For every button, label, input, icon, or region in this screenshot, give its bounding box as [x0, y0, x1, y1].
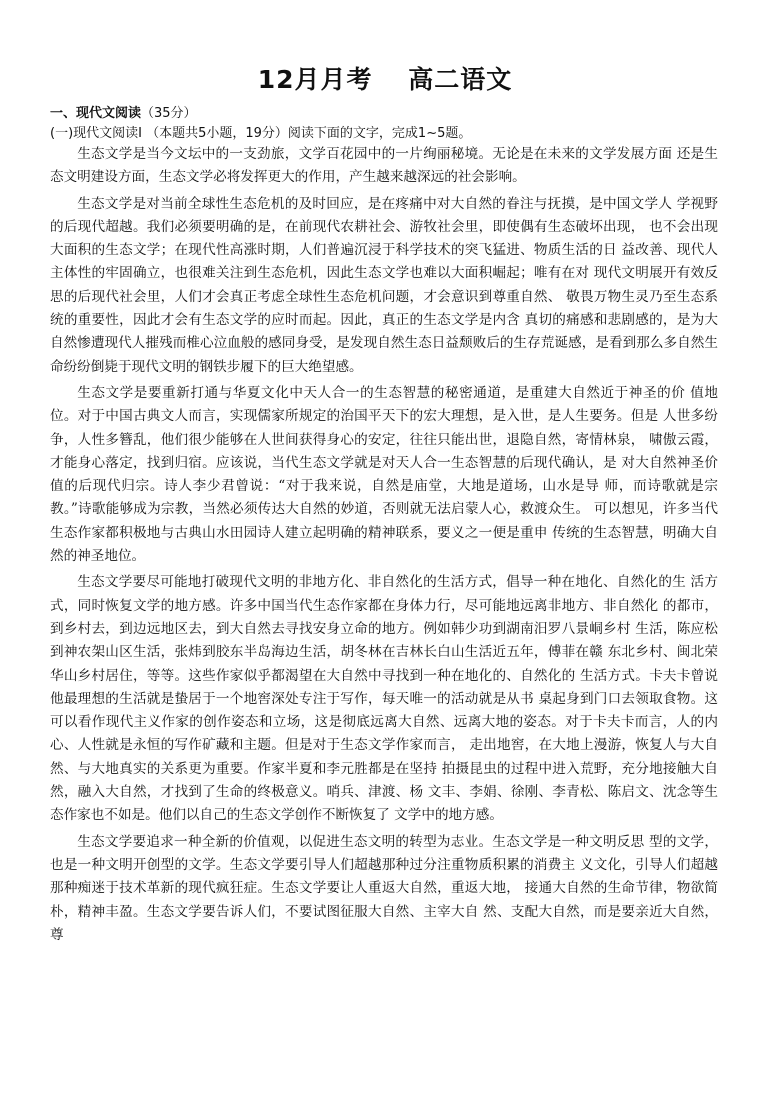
- paragraph-5: 生态文学要追求一种全新的价值观，以促进生态文明的转型为志业。生态文学是一种文明反思 型的文学，也是一种文明开创型的文学。生态文学要引导人们超越那种过分注重物质积累的消费主 义文化，引导人们超越那种痴迷于技术革新的现代疯狂症。生态文学要让人重返大自然，重返大地， 接通大自然的生命节律，物欲简朴，精神丰盈。生态文学要告诉人们，不要试图征服大自然、主宰大自 然、支配大自然，而是要亲近大自然，尊: [50, 833, 718, 943]
- section-score: （35分）: [141, 106, 197, 121]
- passage-body: [50, 143, 718, 950]
- page-title: 12月月考 高二语文: [257, 65, 513, 94]
- section-heading: [50, 102, 197, 121]
- paragraph-4: 生态文学要尽可能地打破现代文明的非地方化、非自然化的生活方式，倡导一种在地化、自然化的生 活方式，同时恢复文学的地方感。许多中国当代生态作家都在身体力行，尽可能地远离非地方、非自然化 的都市，到乡村去，到边远地区去，到大自然去寻找安身立命的地方。例如韩少功到湖南汨罗八景峒乡村 生活，陈应松到神农架山区生活，张炜到胶东半岛海边生活，胡冬林在吉林长白山生活近五年，傅菲在赣 东北乡村、闽北荣华山乡村居住，等等。这些作家似乎都渴望在大自然中寻找到一种在地化的、自然化的 生活方式。卡夫卡曾说他最理想的生活就是蛰居于一个地窖深处专注于写作，每天唯一的活动就是从书 桌起身到门口去领取食物。这可以看作现代主义作家的创作姿态和立场，这是彻底远离大自然、远离大地的姿态。对于卡夫卡而言，人的内心、人性就是永恒的写作矿藏和主题。但是对于生态文学作家而言， 走出地窖，在大地上漫游，恢复人与大自然、与大地真实的关系更为重要。作家半夏和李元胜都是在坚持 拍摄昆虫的过程中进入荒野，充分地接触大自然，融入大自然，才找到了生命的终极意义。哨兵、津渡、杨 文丰、李娟、徐刚、李青松、陈启文、沈念等生态作家也不如是。他们以自己的生态文学创作不断恢复了 文学中的地方感。: [50, 574, 718, 824]
- section-heading-label: 一、现代文阅读: [50, 106, 142, 121]
- paragraph-1: 生态文学是当今文坛中的一支劲旅，文学百花园中的一片绚丽秘境。无论是在未来的文学发展方面 还是生态文明建设方面，生态文学必将发挥更大的作用，产生越来越深远的社会影响。: [50, 146, 718, 186]
- paragraph-2: 生态文学是对当前全球性生态危机的及时回应，是在疼痛中对大自然的眷注与抚摸，是中国文学人 学视野的后现代超越。我们必须要明确的是，在前现代农耕社会、游牧社会里，即使偶有生态破坏出现， 也不会出现大面积的生态文学；在现代性高涨时期，人们普遍沉浸于科学技术的突飞猛进、物质生活的日 益改善、现代人主体性的牢固确立，也很难关注到生态危机，因此生态文学也难以大面积崛起；唯有在对 现代文明展开有效反思的后现代社会里，人们才会真正考虑全球性生态危机问题，才会意识到尊重自然、 敬畏万物生灵乃至生态系统的重要性，因此才会有生态文学的应时而起。因此，真正的生态文学是内含 真切的痛感和悲剧感的，是为大自然惨遭现代人摧残而椎心泣血般的感同身受，是发现自然生态日益颓败后的生存荒诞感，是看到那么多自然生命纷纷倒毙于现代文明的钢铁步履下的巨大绝望感。: [50, 195, 718, 375]
- paragraph-3: 生态文学是要重新打通与华夏文化中天人合一的生态智慧的秘密通道，是重建大自然近于神圣的价 值地位。对于中国古典文人而言，实现儒家所规定的治国平天下的宏大理想，是入世，是人生要务。但是 人世多纷争，人性多簪乱，他们很少能够在人世间获得身心的安定，往往只能出世，退隐自然，寄情林泉， 啸傲云霞，才能身心落定，找到归宿。应该说，当代生态文学就是对天人合一生态智慧的后现代确认，是 对大自然神圣价值的后现代归宗。诗人李少君曾说：“对于我来说，自然是庙堂，大地是道场，山水是导 师，而诗歌就是宗教。”诗歌能够成为宗教，当然必须传达大自然的妙道，否则就无法启蒙人心，救渡众生。 可以想见，许多当代生态作家都积极地与古典山水田园诗人建立起明确的精神联系，要义之一便是重申 传统的生态智慧，明确大自然的神圣地位。: [50, 384, 718, 565]
- subsection-instructions: (一)现代文阅读Ⅰ （本题共5小题，19分）阅读下面的文字，完成1~5题。: [50, 126, 472, 141]
